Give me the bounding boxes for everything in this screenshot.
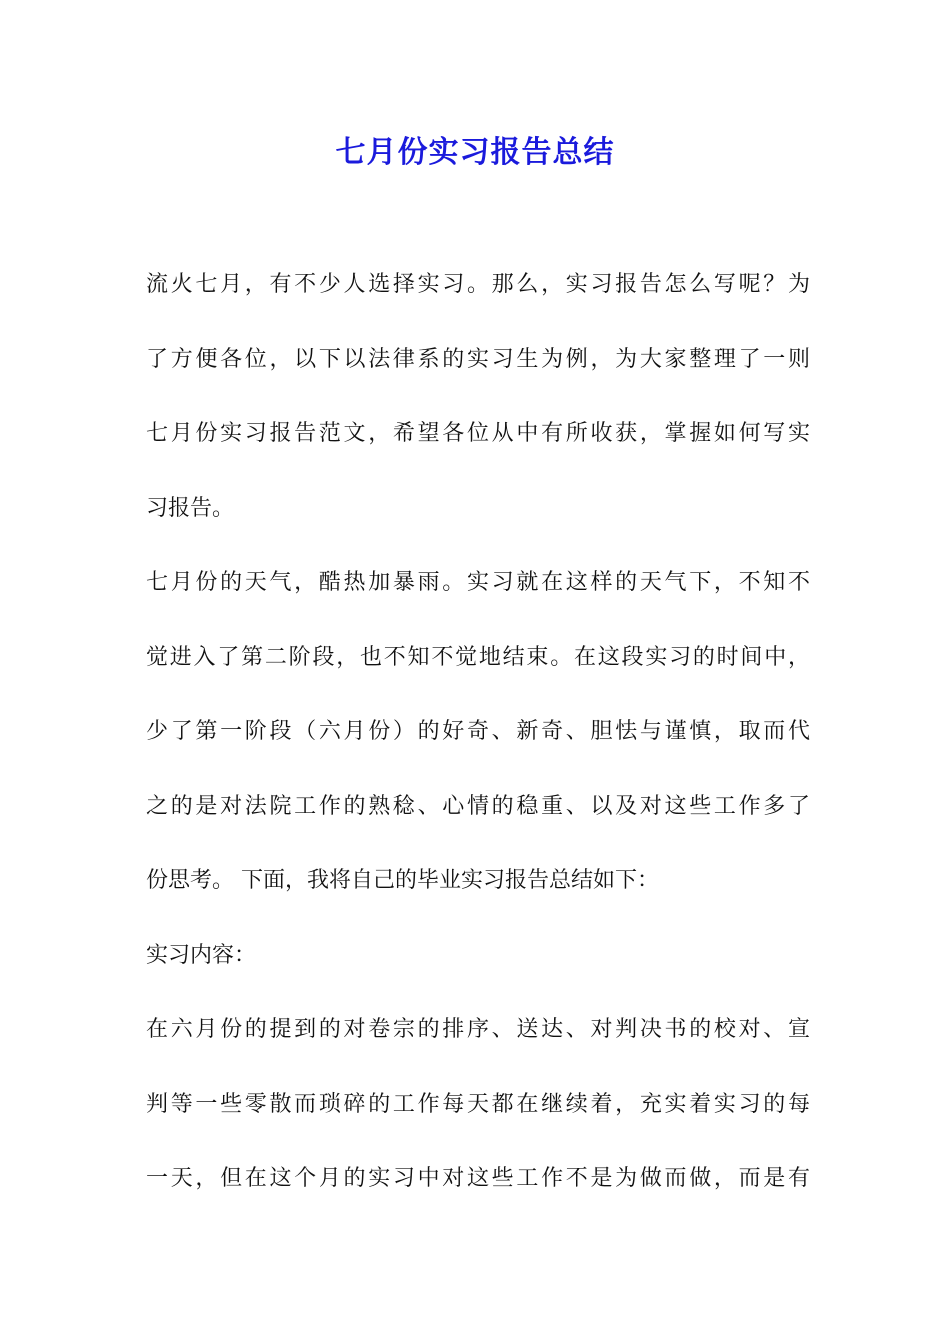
- document-title: 七月份实习报告总结: [335, 135, 615, 170]
- body-text-line: 份思考。 下面，我将自己的毕业实习报告总结如下：: [146, 868, 659, 893]
- body-text-line: 了方便各位，以下以法律系的实习生为例，为大家整理了一则: [146, 346, 810, 372]
- body-text-line: 一天，但在这个月的实习中对这些工作不是为做而做，而是有: [146, 1166, 810, 1191]
- document-body: [146, 260, 810, 1229]
- body-text-line: 七月份的天气，酷热加暴雨。实习就在这样的天气下，不知不: [146, 570, 810, 595]
- body-text-line: 实习内容：: [146, 942, 257, 968]
- body-text-line: 在六月份的提到的对卷宗的排序、送达、对判决书的校对、宣: [146, 1017, 810, 1042]
- body-text-line: 七月份实习报告范文，希望各位从中有所收获，掌握如何写实: [146, 421, 810, 446]
- body-text-line: 之的是对法院工作的熟稔、心情的稳重、以及对这些工作多了: [146, 793, 810, 819]
- body-text-line: 少了第一阶段（六月份）的好奇、新奇、胆怯与谨慎，取而代: [146, 719, 810, 744]
- body-text-line: 流火七月，有不少人选择实习。那么，实习报告怎么写呢？为: [146, 272, 810, 297]
- body-text-line: 觉进入了第二阶段，也不知不觉地结束。在这段实习的时间中，: [146, 644, 810, 670]
- body-text-line: 习报告。: [146, 495, 235, 521]
- body-text-line: 判等一些零散而琐碎的工作每天都在继续着，充实着实习的每: [146, 1091, 810, 1117]
